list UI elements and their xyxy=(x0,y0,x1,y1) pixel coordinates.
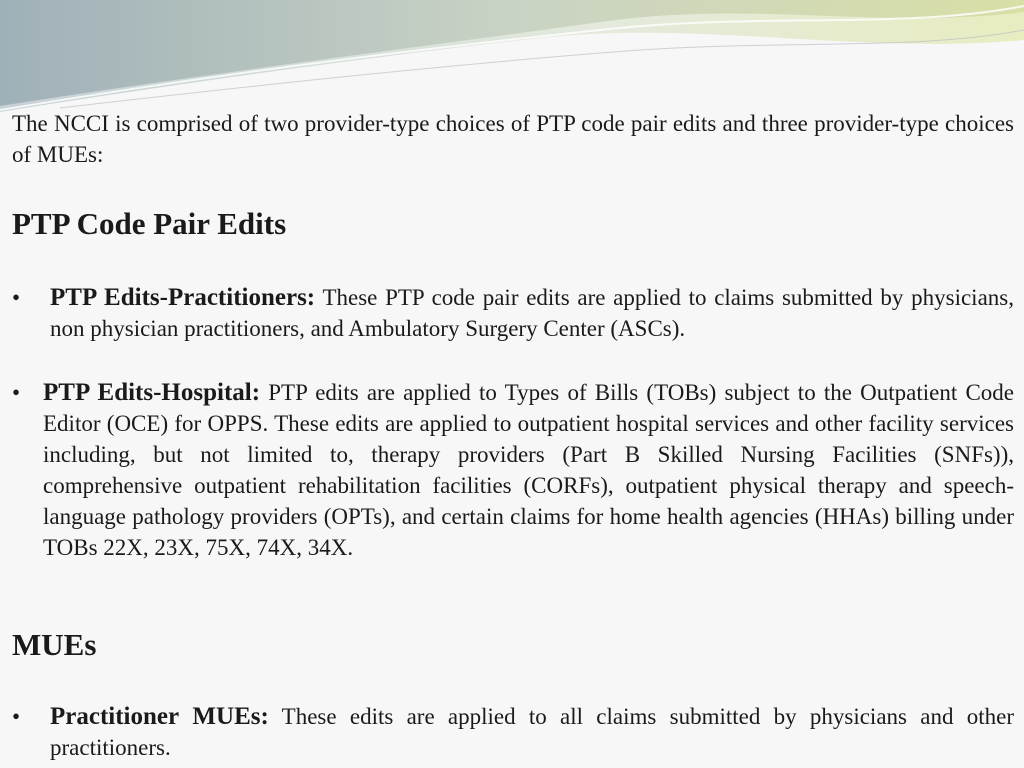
bullet-lead: Practitioner MUEs: xyxy=(50,703,269,730)
bullet-ptp-hospital xyxy=(12,377,1014,563)
mue-heading: MUEs xyxy=(12,627,97,662)
bullet-marker: • xyxy=(12,285,21,310)
intro-paragraph: The NCCI is comprised of two provider-type choices of PTP code pair edits and three provider-type choices of MUEs: xyxy=(12,111,1014,167)
bullet-text: These edits are applied to all claims submitted by physicians and other practitioners. xyxy=(50,704,1014,760)
bullet-practitioner-mues xyxy=(12,701,1014,763)
bullet-ptp-practitioners xyxy=(12,282,1014,344)
header-wave-decoration xyxy=(0,0,1024,120)
bullet-lead: PTP Edits-Practitioners: xyxy=(50,284,316,311)
ptp-heading: PTP Code Pair Edits xyxy=(12,206,287,241)
bullet-marker: • xyxy=(12,380,21,405)
bullet-text: These PTP code pair edits are applied to claims submitted by physicians, non physician practitioners, and Ambulatory Surgery Center (ASCs). xyxy=(50,285,1014,341)
bullet-text: PTP edits are applied to Types of Bills (TOBs) subject to the Outpatient Code Editor (OCE) for OPPS. These edits are applied to outpatient hospital services and other facility services including, but not limited to, therapy providers (Part B Skilled Nursing Facilities (SNFs)), comprehensive outpatient rehabilitation facilities (CORFs), outpatient physical therapy and speech-language pathology providers (OPTs), and certain claims for home health agencies (HHAs) billing under TOBs 22X, 23X, 75X, 74X, 34X. xyxy=(43,380,1014,560)
bullet-lead: PTP Edits-Hospital: xyxy=(43,379,261,406)
bullet-marker: • xyxy=(12,704,21,729)
